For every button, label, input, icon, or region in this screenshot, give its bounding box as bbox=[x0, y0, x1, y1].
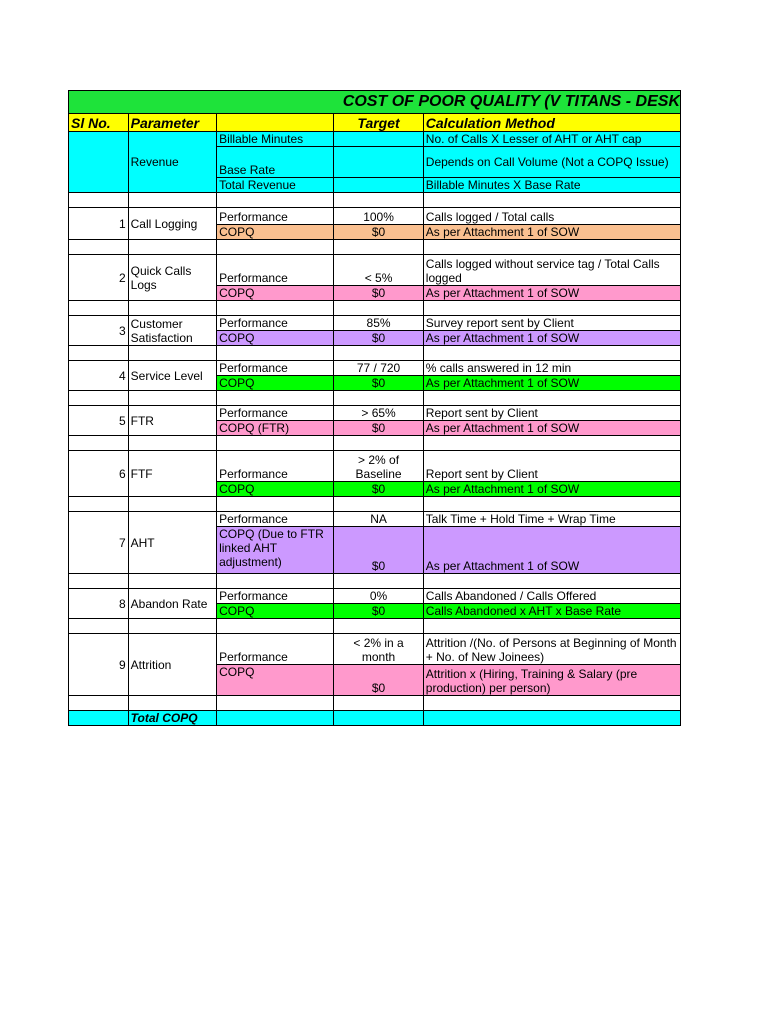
empty-cell[interactable] bbox=[423, 436, 680, 451]
copq-method[interactable]: As per Attachment 1 of SOW bbox=[423, 376, 680, 391]
empty-cell[interactable] bbox=[423, 391, 680, 406]
blank-row bbox=[69, 301, 681, 316]
blank-row bbox=[69, 193, 681, 208]
copq-target[interactable]: $0 bbox=[334, 286, 423, 301]
revenue-metric[interactable]: Total Revenue bbox=[217, 178, 334, 193]
performance-label[interactable]: Performance bbox=[217, 255, 334, 286]
blank-row bbox=[69, 497, 681, 512]
param-performance-row bbox=[69, 406, 681, 421]
blank-row bbox=[69, 696, 681, 711]
blank-row bbox=[69, 574, 681, 589]
revenue-target[interactable] bbox=[334, 178, 423, 193]
performance-method[interactable]: Calls logged without service tag / Total Calls logged bbox=[423, 255, 680, 286]
param-performance-row bbox=[69, 208, 681, 225]
blank-row bbox=[69, 436, 681, 451]
copq-method[interactable]: As per Attachment 1 of SOW bbox=[423, 225, 680, 240]
empty-cell[interactable] bbox=[423, 696, 680, 711]
performance-label[interactable]: Performance bbox=[217, 208, 334, 225]
empty-cell[interactable] bbox=[217, 301, 334, 316]
total-target-cell[interactable] bbox=[334, 711, 423, 726]
performance-target[interactable]: 100% bbox=[334, 208, 423, 225]
param-name[interactable]: Quick Calls Logs bbox=[128, 255, 216, 301]
header-calculation-method[interactable]: Calculation Method bbox=[423, 114, 680, 132]
header-row bbox=[69, 114, 681, 132]
param-name[interactable]: AHT bbox=[128, 512, 216, 574]
empty-cell[interactable] bbox=[334, 346, 423, 361]
empty-cell[interactable] bbox=[69, 346, 129, 361]
param-name[interactable]: Attrition bbox=[128, 634, 216, 696]
empty-cell[interactable] bbox=[423, 574, 680, 589]
total-label[interactable]: Total COPQ bbox=[128, 711, 216, 726]
performance-method[interactable]: Attrition /(No. of Persons at Beginning of Month + No. of New Joinees) bbox=[423, 634, 680, 665]
performance-target[interactable]: > 2% of Baseline bbox=[334, 451, 423, 482]
total-sl-cell[interactable] bbox=[69, 711, 129, 726]
param-performance-row bbox=[69, 589, 681, 604]
copq-method[interactable]: As per Attachment 1 of SOW bbox=[423, 331, 680, 346]
empty-cell[interactable] bbox=[334, 301, 423, 316]
copq-method[interactable]: As per Attachment 1 of SOW bbox=[423, 527, 680, 574]
blank-row bbox=[69, 619, 681, 634]
copq-target[interactable]: $0 bbox=[334, 482, 423, 497]
copq-label[interactable]: COPQ bbox=[217, 665, 334, 696]
copq-target[interactable]: $0 bbox=[334, 604, 423, 619]
header-empty[interactable] bbox=[217, 114, 334, 132]
empty-cell[interactable] bbox=[128, 574, 216, 589]
empty-cell[interactable] bbox=[69, 193, 129, 208]
copq-target[interactable]: $0 bbox=[334, 225, 423, 240]
empty-cell[interactable] bbox=[69, 574, 129, 589]
revenue-metric[interactable]: Billable Minutes bbox=[217, 132, 334, 147]
header-sl-no[interactable]: Sl No. bbox=[69, 114, 129, 132]
revenue-metric[interactable]: Base Rate bbox=[217, 147, 334, 178]
performance-target[interactable]: < 2% in a month bbox=[334, 634, 423, 665]
performance-label[interactable]: Performance bbox=[217, 361, 334, 376]
empty-cell[interactable] bbox=[334, 240, 423, 255]
copq-method[interactable]: As per Attachment 1 of SOW bbox=[423, 482, 680, 497]
param-performance-row bbox=[69, 255, 681, 286]
copq-label[interactable]: COPQ bbox=[217, 376, 334, 391]
empty-cell[interactable] bbox=[69, 391, 129, 406]
blank-row bbox=[69, 240, 681, 255]
performance-target[interactable]: < 5% bbox=[334, 255, 423, 286]
empty-cell[interactable] bbox=[423, 240, 680, 255]
performance-method[interactable]: % calls answered in 12 min bbox=[423, 361, 680, 376]
param-number[interactable]: 9 bbox=[69, 634, 129, 696]
empty-cell[interactable] bbox=[217, 193, 334, 208]
revenue-method[interactable]: No. of Calls X Lesser of AHT or AHT cap bbox=[423, 132, 680, 147]
performance-method[interactable]: Survey report sent by Client bbox=[423, 316, 680, 331]
total-method-cell[interactable] bbox=[423, 711, 680, 726]
empty-cell[interactable] bbox=[217, 240, 334, 255]
empty-cell[interactable] bbox=[334, 391, 423, 406]
total-metric-cell[interactable] bbox=[217, 711, 334, 726]
empty-cell[interactable] bbox=[423, 619, 680, 634]
param-number[interactable]: 4 bbox=[69, 361, 129, 391]
copq-label[interactable]: COPQ bbox=[217, 482, 334, 497]
copq-method[interactable]: Calls Abandoned x AHT x Base Rate bbox=[423, 604, 680, 619]
sheet-title: COST OF POOR QUALITY (V TITANS - DESK bbox=[69, 91, 681, 114]
empty-cell[interactable] bbox=[217, 391, 334, 406]
empty-cell[interactable] bbox=[334, 696, 423, 711]
blank-row bbox=[69, 346, 681, 361]
performance-target[interactable]: > 65% bbox=[334, 406, 423, 421]
revenue-sl-cell[interactable] bbox=[69, 132, 129, 193]
empty-cell[interactable] bbox=[128, 240, 216, 255]
revenue-method[interactable]: Billable Minutes X Base Rate bbox=[423, 178, 680, 193]
copq-target[interactable]: $0 bbox=[334, 527, 423, 574]
copq-target[interactable]: $0 bbox=[334, 421, 423, 436]
empty-cell[interactable] bbox=[128, 619, 216, 634]
empty-cell[interactable] bbox=[334, 193, 423, 208]
revenue-label[interactable]: Revenue bbox=[128, 132, 216, 193]
performance-label[interactable]: Performance bbox=[217, 589, 334, 604]
param-name[interactable]: Service Level bbox=[128, 361, 216, 391]
empty-cell[interactable] bbox=[69, 301, 129, 316]
performance-target[interactable]: 77 / 720 bbox=[334, 361, 423, 376]
param-performance-row bbox=[69, 361, 681, 376]
revenue-target[interactable] bbox=[334, 147, 423, 178]
empty-cell[interactable] bbox=[128, 346, 216, 361]
copq-method[interactable]: Attrition x (Hiring, Training & Salary (pre production) per person) bbox=[423, 665, 680, 696]
copq-method[interactable]: As per Attachment 1 of SOW bbox=[423, 421, 680, 436]
empty-cell[interactable] bbox=[217, 574, 334, 589]
performance-method[interactable]: Report sent by Client bbox=[423, 406, 680, 421]
empty-cell[interactable] bbox=[69, 436, 129, 451]
copq-label[interactable]: COPQ (FTR) bbox=[217, 421, 334, 436]
param-number[interactable]: 5 bbox=[69, 406, 129, 436]
empty-cell[interactable] bbox=[69, 696, 129, 711]
param-number[interactable]: 7 bbox=[69, 512, 129, 574]
empty-cell[interactable] bbox=[69, 240, 129, 255]
empty-cell[interactable] bbox=[128, 696, 216, 711]
param-name[interactable]: Abandon Rate bbox=[128, 589, 216, 619]
header-parameter[interactable]: Parameter bbox=[128, 114, 216, 132]
performance-target[interactable]: NA bbox=[334, 512, 423, 527]
empty-cell[interactable] bbox=[334, 436, 423, 451]
copq-label[interactable]: COPQ bbox=[217, 286, 334, 301]
param-performance-row bbox=[69, 512, 681, 527]
param-number[interactable]: 3 bbox=[69, 316, 129, 346]
performance-target[interactable]: 0% bbox=[334, 589, 423, 604]
empty-cell[interactable] bbox=[128, 436, 216, 451]
param-number[interactable]: 8 bbox=[69, 589, 129, 619]
performance-method[interactable]: Report sent by Client bbox=[423, 451, 680, 482]
performance-label[interactable]: Performance bbox=[217, 316, 334, 331]
empty-cell[interactable] bbox=[423, 497, 680, 512]
performance-method[interactable]: Talk Time + Hold Time + Wrap Time bbox=[423, 512, 680, 527]
empty-cell[interactable] bbox=[334, 497, 423, 512]
performance-method[interactable]: Calls Abandoned / Calls Offered bbox=[423, 589, 680, 604]
empty-cell[interactable] bbox=[423, 301, 680, 316]
copq-target[interactable]: $0 bbox=[334, 331, 423, 346]
total-copq-row bbox=[69, 711, 681, 726]
param-number[interactable]: 6 bbox=[69, 451, 129, 497]
copq-label[interactable]: COPQ (Due to FTR linked AHT adjustment) bbox=[217, 527, 334, 574]
param-performance-row bbox=[69, 451, 681, 482]
param-name[interactable]: FTF bbox=[128, 451, 216, 497]
performance-label[interactable]: Performance bbox=[217, 512, 334, 527]
header-target[interactable]: Target bbox=[334, 114, 423, 132]
empty-cell[interactable] bbox=[128, 497, 216, 512]
performance-label[interactable]: Performance bbox=[217, 406, 334, 421]
empty-cell[interactable] bbox=[128, 193, 216, 208]
param-performance-row bbox=[69, 316, 681, 331]
empty-cell[interactable] bbox=[217, 619, 334, 634]
empty-cell[interactable] bbox=[217, 436, 334, 451]
performance-target[interactable]: 85% bbox=[334, 316, 423, 331]
copq-label[interactable]: COPQ bbox=[217, 604, 334, 619]
empty-cell[interactable] bbox=[423, 193, 680, 208]
param-name[interactable]: FTR bbox=[128, 406, 216, 436]
empty-cell[interactable] bbox=[69, 619, 129, 634]
revenue-target[interactable] bbox=[334, 132, 423, 147]
copq-method[interactable]: As per Attachment 1 of SOW bbox=[423, 286, 680, 301]
empty-cell[interactable] bbox=[128, 391, 216, 406]
empty-cell[interactable] bbox=[217, 696, 334, 711]
empty-cell[interactable] bbox=[69, 497, 129, 512]
performance-label[interactable]: Performance bbox=[217, 634, 334, 665]
param-number[interactable]: 1 bbox=[69, 208, 129, 240]
blank-row bbox=[69, 391, 681, 406]
copq-target[interactable]: $0 bbox=[334, 665, 423, 696]
copq-spreadsheet bbox=[68, 90, 681, 726]
param-number[interactable]: 2 bbox=[69, 255, 129, 301]
empty-cell[interactable] bbox=[128, 301, 216, 316]
title-row bbox=[69, 91, 681, 114]
param-performance-row bbox=[69, 634, 681, 665]
revenue-method[interactable]: Depends on Call Volume (Not a COPQ Issue) bbox=[423, 147, 680, 178]
copq-label[interactable]: COPQ bbox=[217, 225, 334, 240]
empty-cell[interactable] bbox=[423, 346, 680, 361]
empty-cell[interactable] bbox=[217, 346, 334, 361]
performance-label[interactable]: Performance bbox=[217, 451, 334, 482]
empty-cell[interactable] bbox=[334, 574, 423, 589]
performance-method[interactable]: Calls logged / Total calls bbox=[423, 208, 680, 225]
param-name[interactable]: Call Logging bbox=[128, 208, 216, 240]
param-name[interactable]: Customer Satisfaction bbox=[128, 316, 216, 346]
empty-cell[interactable] bbox=[334, 619, 423, 634]
copq-target[interactable]: $0 bbox=[334, 376, 423, 391]
copq-table bbox=[68, 90, 681, 726]
empty-cell[interactable] bbox=[217, 497, 334, 512]
copq-label[interactable]: COPQ bbox=[217, 331, 334, 346]
revenue-row-billable bbox=[69, 132, 681, 147]
